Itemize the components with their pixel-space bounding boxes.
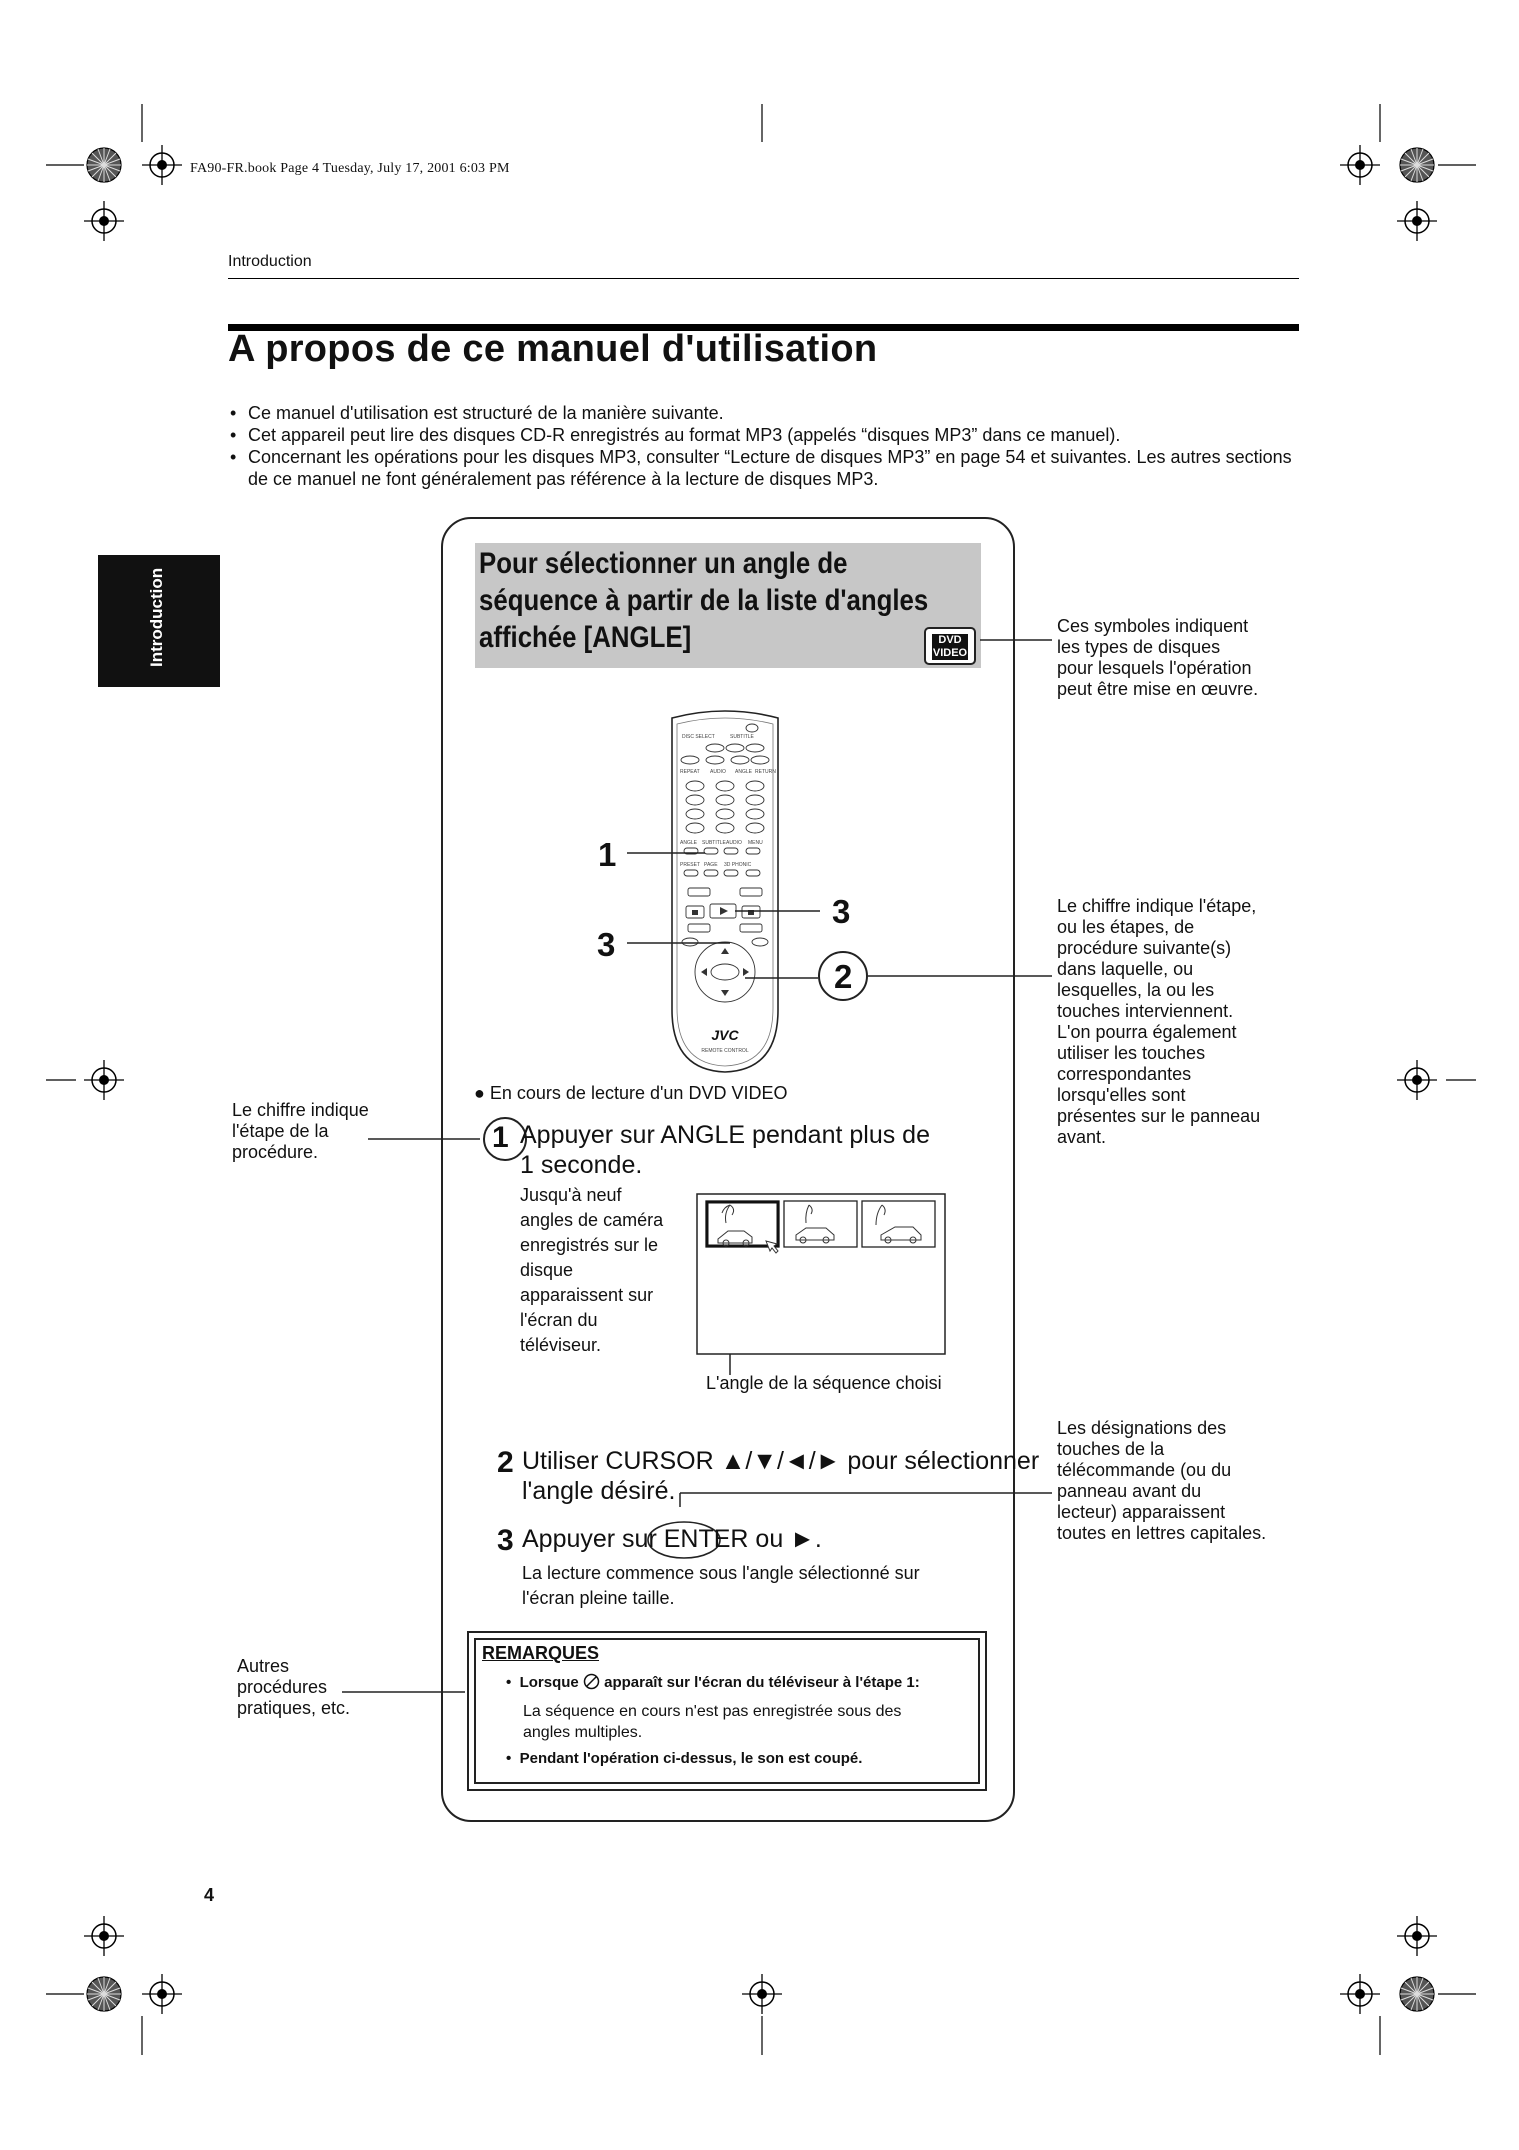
note-line: procédures — [237, 1677, 328, 1697]
desc-line: téléviseur. — [520, 1335, 602, 1355]
note-disc-types — [1057, 616, 1258, 700]
desc-line: apparaissent sur — [520, 1285, 654, 1305]
note-line: utiliser les touches — [1057, 1043, 1206, 1063]
remarks-title: REMARQUES — [482, 1643, 600, 1663]
desc-line: angles multiples. — [523, 1724, 643, 1741]
step-1-line: 1 seconde. — [520, 1151, 643, 1179]
remote-brand: JVC — [711, 1027, 739, 1043]
badge-line1: DVD — [938, 634, 962, 646]
note-line: les types de disques — [1057, 637, 1221, 657]
step-2-line: Utiliser CURSOR ▲/▼/◄/► pour sélectionner — [522, 1447, 1040, 1475]
step-3-number: 3 — [497, 1524, 514, 1557]
step-2-number: 2 — [497, 1446, 514, 1479]
intro-bullet: • Cet appareil peut lire des disques CD-R enregistrés au format MP3 (appelés “disques MP3” dans ce manuel). — [228, 424, 1308, 446]
callout-step-2: 2 — [834, 958, 853, 995]
note-line: pour lesquels l'opération — [1057, 658, 1252, 678]
intro-bullet: • Ce manuel d'utilisation est structuré de la manière suivante. — [228, 402, 1308, 424]
svg-text:ANGLE: ANGLE — [680, 840, 697, 846]
note-line: l'étape de la — [232, 1121, 329, 1141]
prohibited-icon — [583, 1674, 600, 1691]
svg-text:ANGLE: ANGLE — [735, 769, 752, 775]
side-tab-label: Introduction — [147, 567, 166, 667]
svg-text:AUDIO: AUDIO — [710, 769, 726, 775]
note-line: touches de la — [1057, 1439, 1165, 1459]
desc-line: Jusqu'à neuf — [520, 1185, 622, 1205]
step-1-line: Appuyer sur ANGLE pendant plus de — [520, 1121, 930, 1149]
note-line: L'on pourra également — [1057, 1022, 1237, 1042]
remark-1-pre: Lorsque — [519, 1674, 583, 1691]
book-info: FA90-FR.book Page 4 Tuesday, July 17, 2001 6:03 PM — [190, 161, 510, 176]
desc-line: La séquence en cours n'est pas enregistrée sous des — [523, 1703, 902, 1720]
bullet-icon: • — [506, 1750, 520, 1767]
note-step-number — [232, 1100, 369, 1163]
sample-heading: Pour sélectionner un angle de séquence à partir de la liste d'angles affichée [ANGLE] — [479, 547, 929, 654]
note-line: Autres — [237, 1656, 290, 1676]
svg-text:3D PHONIC: 3D PHONIC — [724, 862, 752, 868]
step-3-text — [522, 1524, 822, 1554]
svg-text:SUBTITLE: SUBTITLE — [730, 734, 754, 740]
remark-1-post: apparaît sur l'écran du téléviseur à l'étape 1: — [599, 1674, 920, 1691]
desc-line: enregistrés sur le — [520, 1235, 659, 1255]
note-line: procédure. — [232, 1142, 319, 1162]
tv-screen-illustration — [696, 1193, 946, 1355]
desc-line: disque — [520, 1260, 574, 1280]
callout-step-1: 1 — [598, 836, 617, 873]
badge-line2: VIDEO — [932, 647, 968, 659]
note-line: ou les étapes, de — [1057, 917, 1195, 937]
intro-bullet: • Concernant les opérations pour les disques MP3, consulter “Lecture de disques MP3” en page 54 et suivantes. Les autres sections de ce manuel ne font généralement pas référence à la lecture de disques MP3. — [228, 446, 1308, 490]
enter-key-label: ENTER — [663, 1525, 749, 1553]
svg-text:REPEAT: REPEAT — [680, 769, 700, 775]
svg-text:AUDIO: AUDIO — [726, 840, 742, 846]
note-line: dans laquelle, ou — [1057, 959, 1194, 979]
note-line: toutes en lettres capitales. — [1057, 1523, 1267, 1543]
note-line: procédure suivante(s) — [1057, 938, 1232, 958]
step-1-number: 1 — [492, 1121, 509, 1154]
svg-text:DISC SELECT: DISC SELECT — [682, 734, 715, 740]
svg-text:PAGE: PAGE — [704, 862, 718, 868]
desc-line: angles de caméra — [520, 1210, 664, 1230]
note-line: télécommande (ou du — [1057, 1460, 1232, 1480]
callout-step-3-left: 3 — [597, 926, 616, 963]
note-line: lecteur) apparaissent — [1057, 1502, 1226, 1522]
page-title: A propos de ce manuel d'utilisation — [228, 328, 878, 370]
remark-2-text: Pendant l'opération ci-dessus, le son est coupé. — [519, 1750, 863, 1767]
svg-text:RETURN: RETURN — [755, 769, 776, 775]
callout-step-3-right: 3 — [832, 893, 851, 930]
step-1-description — [520, 1183, 663, 1358]
note-line: Les désignations des — [1057, 1418, 1227, 1438]
note-line: avant. — [1057, 1127, 1107, 1147]
svg-text:MENU: MENU — [748, 840, 763, 846]
screen-caption: L'angle de la séquence choisi — [706, 1373, 942, 1393]
desc-line: La lecture commence sous l'angle sélectionné sur — [522, 1563, 920, 1583]
condition-text: En cours de lecture d'un DVD VIDEO — [489, 1083, 788, 1103]
step-2-line: l'angle désiré. — [522, 1477, 676, 1505]
note-line: touches interviennent. — [1057, 1001, 1234, 1021]
note-line: présentes sur le panneau — [1057, 1106, 1261, 1126]
note-line: Ces symboles indiquent — [1057, 616, 1249, 636]
step-3-pre: Appuyer sur — [522, 1525, 664, 1553]
bullet-icon: • — [506, 1674, 520, 1691]
remark-1 — [506, 1673, 920, 1691]
note-other-procedures — [237, 1656, 350, 1719]
step-1-text — [520, 1120, 930, 1180]
remote-caption: REMOTE CONTROL — [701, 1048, 749, 1054]
note-line: pratiques, etc. — [237, 1698, 351, 1718]
condition — [474, 1081, 787, 1106]
note-line: Le chiffre indique l'étape, — [1057, 896, 1257, 916]
remark-1-description — [523, 1701, 901, 1743]
section-label: Introduction — [228, 253, 312, 270]
remark-2 — [506, 1750, 862, 1767]
step-3-description — [522, 1561, 920, 1611]
step-2-text — [522, 1446, 1039, 1506]
note-line: Le chiffre indique — [232, 1100, 369, 1120]
note-key-names — [1057, 1418, 1266, 1544]
note-steps — [1057, 896, 1260, 1148]
note-line: correspondantes — [1057, 1064, 1192, 1084]
svg-text:PRESET: PRESET — [680, 862, 701, 868]
svg-text:SUBTITLE: SUBTITLE — [702, 840, 726, 846]
desc-line: l'écran du — [520, 1310, 598, 1330]
note-line: panneau avant du — [1057, 1481, 1202, 1501]
note-line: peut être mise en œuvre. — [1057, 679, 1259, 699]
note-line: lesquelles, la ou les — [1057, 980, 1215, 1000]
bullet-dot-icon: ● — [474, 1083, 485, 1103]
page-number: 4 — [204, 1885, 215, 1905]
desc-line: l'écran pleine taille. — [522, 1588, 675, 1608]
step-3-post: ou ►. — [748, 1525, 822, 1553]
note-line: lorsqu'elles sont — [1057, 1085, 1186, 1105]
